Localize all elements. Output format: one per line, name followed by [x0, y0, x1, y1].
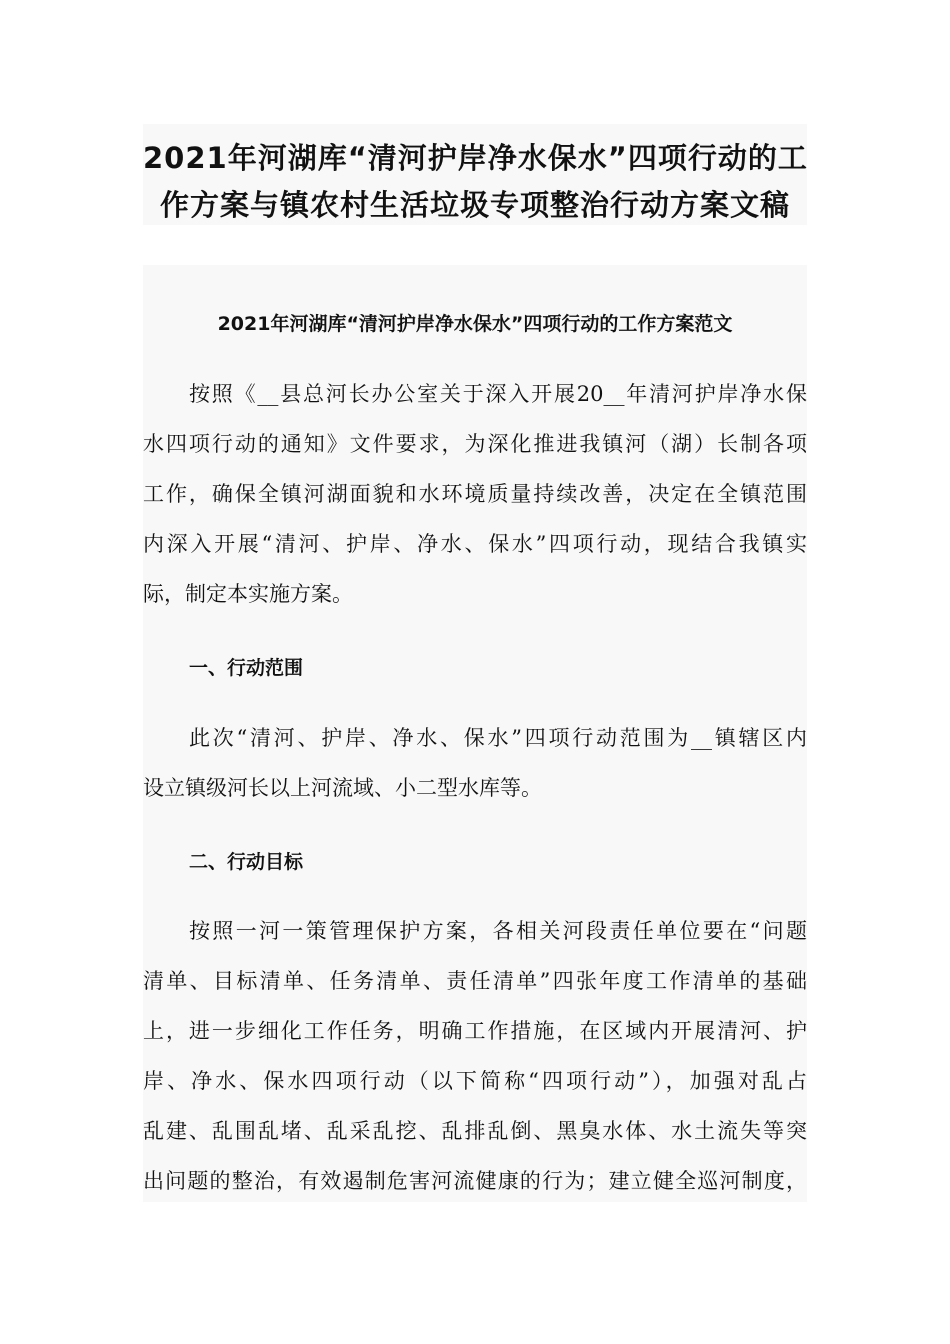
document-subtitle: 2021年河湖库“清河护岸净水保水”四项行动的工作方案范文	[217, 313, 733, 335]
paragraph-3-line: 出问题的整治，有效遏制危害河流健康的行为；建立健全巡河制度，	[143, 1169, 807, 1193]
paragraph-1-line: 际，制定本实施方案。	[143, 582, 353, 606]
paragraph-1-line: 水四项行动的通知》文件要求，为深化推进我镇河（湖）长制各项	[143, 432, 807, 456]
paragraph-2-line: 此次“清河、护岸、净水、保水”四项行动范围为__镇辖区内	[189, 726, 807, 750]
paragraph-3-line: 乱建、乱围乱堵、乱采乱挖、乱排乱倒、黑臭水体、水土流失等突	[143, 1119, 807, 1143]
paragraph-3-line: 岸、净水、保水四项行动（以下简称“四项行动”），加强对乱占	[143, 1069, 807, 1093]
paragraph-1-line: 内深入开展“清河、护岸、净水、保水”四项行动，现结合我镇实	[143, 532, 807, 556]
document-title-line-1: 2021年河湖库“清河护岸净水保水”四项行动的工	[143, 141, 808, 175]
paragraph-1-line: 按照《__县总河长办公室关于深入开展20__年清河护岸净水保	[189, 382, 807, 406]
paragraph-3-line: 上，进一步细化工作任务，明确工作措施，在区域内开展清河、护	[143, 1019, 807, 1043]
section-heading-scope: 一、行动范围	[189, 657, 304, 679]
paragraph-1-line: 工作，确保全镇河湖面貌和水环境质量持续改善，决定在全镇范围	[143, 482, 807, 506]
paragraph-3-line: 按照一河一策管理保护方案，各相关河段责任单位要在“问题	[189, 919, 807, 943]
paragraph-3-line: 清单、目标清单、任务清单、责任清单”四张年度工作清单的基础	[143, 969, 807, 993]
section-heading-goals: 二、行动目标	[189, 851, 304, 873]
document-title-line-2: 作方案与镇农村生活垃圾专项整治行动方案文稿	[159, 188, 790, 222]
paragraph-2-line: 设立镇级河长以上河流域、小二型水库等。	[143, 776, 542, 800]
